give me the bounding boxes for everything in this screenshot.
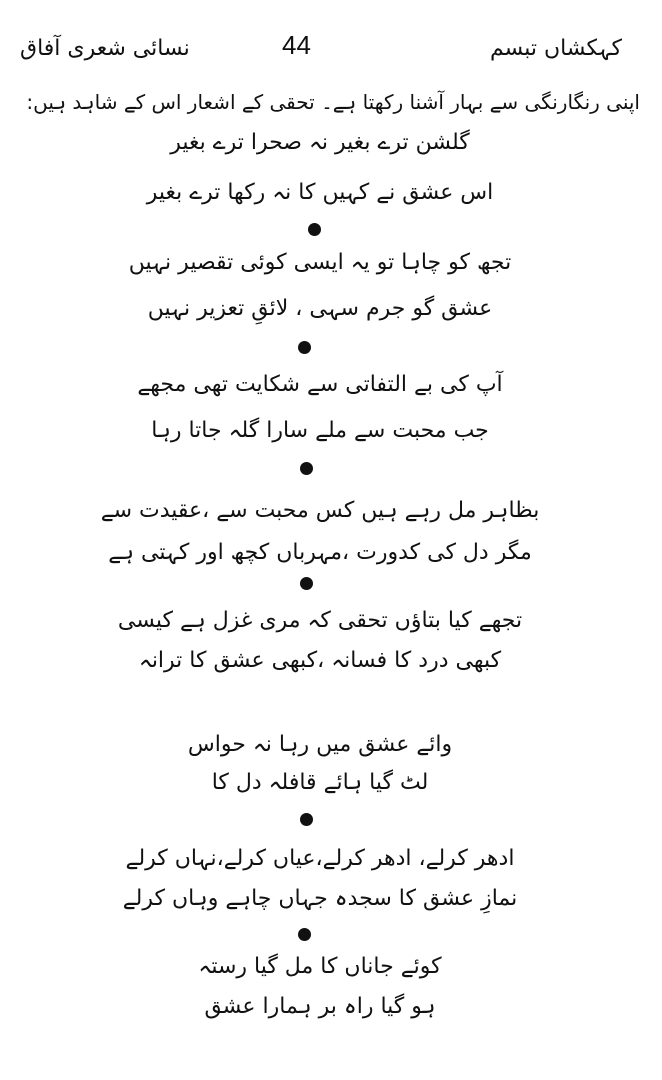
separator-dot [308, 223, 321, 236]
verse-line: وائے عشق میں رہا نہ حواس [187, 732, 453, 757]
separator-dot [300, 462, 313, 475]
verse-line: ہو گیا راہ بر ہمارا عشق [204, 994, 436, 1019]
verse-line: آپ کی بے التفاتی سے شکایت تھی مجھے [137, 372, 503, 397]
verse-line: عشق گو جرم سہی ، لائقِ تعزیر نہیں [147, 296, 493, 321]
page-header [0, 30, 662, 70]
verse-line: بظاہر مل رہے ہیں کس محبت سے ،عقیدت سے [100, 498, 540, 523]
verse-line: کبھی درد کا فسانہ ،کبھی عشق کا ترانہ [138, 648, 502, 673]
verse-line: مگر دل کی کدورت ،مہرباں کچھ اور کہتی ہے [108, 540, 532, 565]
verse-line: نمازِ عشق کا سجدہ جہاں چاہے وہاں کرلے [122, 886, 518, 911]
verse-line: جب محبت سے ملے سارا گلہ جاتا رہا [151, 418, 489, 443]
verse-line: گلشن ترے بغیر نہ صحرا ترے بغیر [170, 130, 470, 155]
separator-dot [300, 577, 313, 590]
author-name: کہکشاں تبسم [490, 36, 623, 61]
separator-dot [298, 928, 311, 941]
page-number: 44 [282, 30, 311, 60]
intro-line: اپنی رنگارنگی سے بہار آشنا رکھتا ہے۔ تحقی کے اشعار اس کے شاہد ہیں: [26, 90, 640, 114]
separator-dot [300, 813, 313, 826]
verse-line: کوئے جاناں کا مل گیا رستہ [198, 954, 442, 979]
verse-line: تجھے کیا بتاؤں تحقی کہ مری غزل ہے کیسی [117, 608, 523, 633]
verse-line: لٹ گیا ہائے قافلہ دل کا [211, 770, 429, 795]
separator-dot [298, 341, 311, 354]
book-title: نسائی شعری آفاق [20, 36, 190, 61]
verse-line: اس عشق نے کہیں کا نہ رکھا ترے بغیر [146, 180, 494, 205]
verse-line: ادھر کرلے، ادھر کرلے،عیاں کرلے،نہاں کرلے [125, 846, 515, 871]
verse-line: تجھ کو چاہا تو یہ ایسی کوئی تقصیر نہیں [128, 250, 512, 275]
